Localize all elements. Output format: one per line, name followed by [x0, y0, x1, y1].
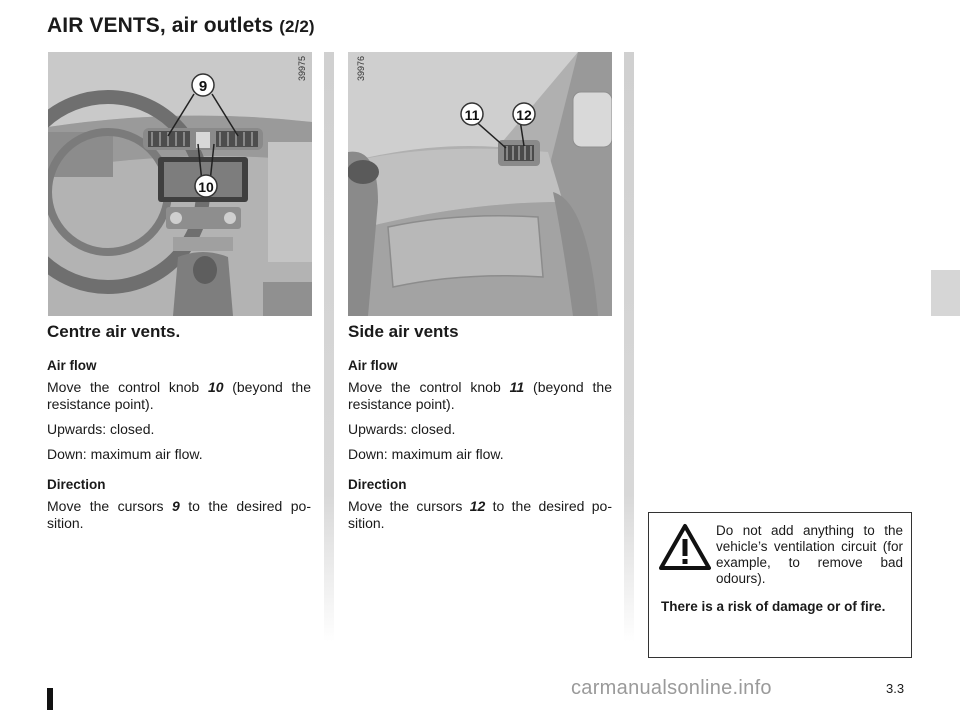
page-title-text: AIR VENTS, air outlets [47, 14, 274, 37]
warning-triangle-icon [659, 523, 711, 571]
callout-ref: 11 [509, 379, 525, 395]
callout-ref: 10 [207, 379, 224, 395]
airflow-instruction: Move the control knob 11 (beyond the resistance point). [348, 379, 612, 412]
down-text: Down: maximum air flow. [348, 446, 504, 462]
callout-ref: 12 [469, 498, 486, 514]
page-number: 3.3 [886, 681, 905, 696]
column-divider-right [624, 52, 634, 642]
upwards-text: Upwards: closed. [47, 421, 155, 437]
subheading-direction: Direction [348, 477, 407, 492]
svg-text:10: 10 [198, 179, 214, 195]
airflow-instruction: Move the control knob 10 (beyond the resistance point). [47, 379, 311, 412]
callout-9 [192, 74, 214, 96]
figure-side-vents [348, 52, 612, 316]
side-vents-section [348, 320, 612, 540]
figure-ref-39976: 39976 [356, 56, 366, 82]
page-title [47, 14, 315, 38]
callout-12 [513, 103, 535, 125]
svg-text:12: 12 [516, 107, 532, 123]
svg-text:9: 9 [198, 78, 208, 95]
callout-11 [461, 103, 483, 125]
direction-instruction: Move the cursors 9 to the desired po-sition. [47, 498, 311, 531]
side-vents-illustration [348, 52, 612, 316]
centre-vents-illustration [48, 52, 312, 316]
warning-strong-text: There is a risk of damage or of fire. [661, 599, 886, 614]
subheading-direction: Direction [47, 477, 106, 492]
corner-mark [47, 688, 53, 710]
warning-box [648, 512, 912, 658]
figure-centre-vents [48, 52, 312, 316]
direction-instruction: Move the cursors 12 to the desired po-sition. [348, 498, 612, 531]
down-text: Down: maximum air flow. [47, 446, 203, 462]
warning-text: Do not add anything to the vehicle’s ventilation circuit (for example, to remove bad odours). [716, 523, 903, 586]
column-divider-left [324, 52, 334, 642]
section-heading: Side air vents [348, 322, 459, 341]
subheading-air-flow: Air flow [47, 358, 97, 373]
section-heading: Centre air vents. [47, 322, 181, 341]
svg-text:11: 11 [464, 107, 480, 123]
centre-vents-section [47, 320, 311, 540]
callout-10 [195, 175, 217, 197]
subheading-air-flow: Air flow [348, 358, 398, 373]
upwards-text: Upwards: closed. [348, 421, 456, 437]
callout-ref: 9 [172, 498, 180, 514]
figure-ref-39975: 39975 [297, 56, 307, 82]
watermark: carmanualsonline.info [571, 677, 772, 699]
section-tab [931, 270, 960, 316]
page-title-part: (2/2) [279, 17, 315, 36]
